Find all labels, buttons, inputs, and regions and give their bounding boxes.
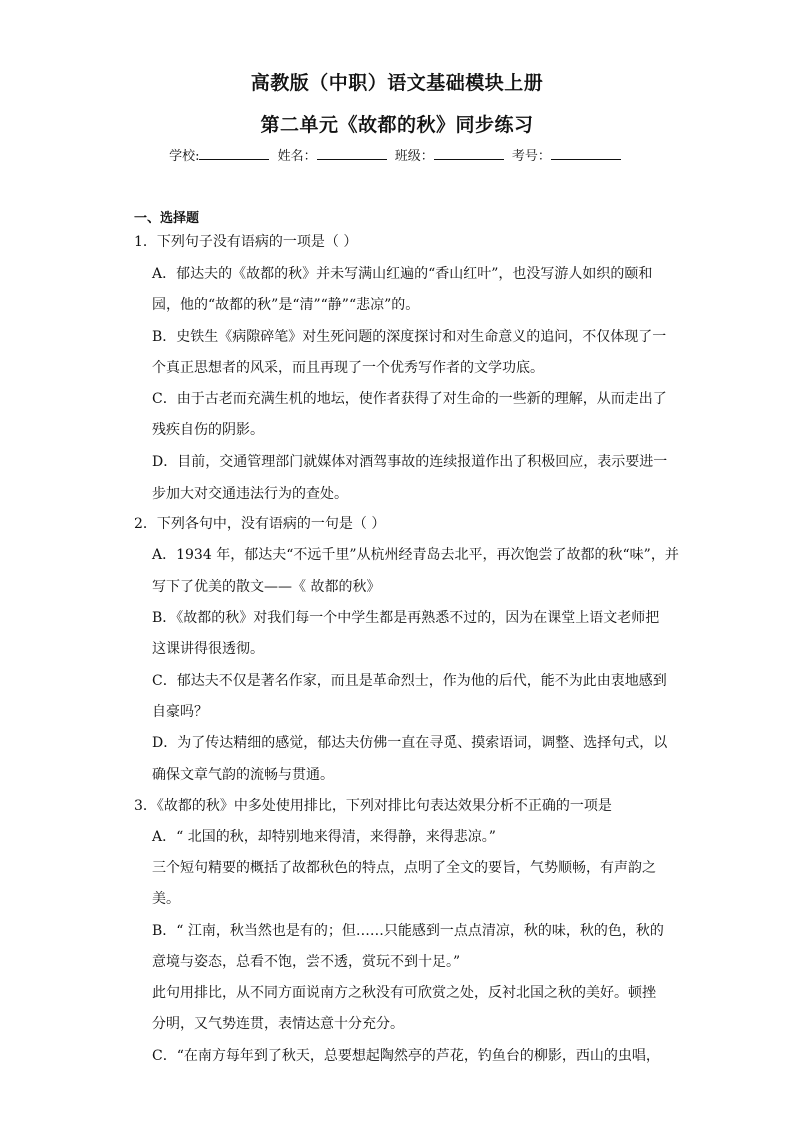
q1-option-b-line-1: B．史铁生《病隙碎笔》对生死问题的深度探讨和对生命意义的追问，不仅体现了一 [152,329,667,345]
q1-option-d-line-2: 步加大对交通违法行为的查处。 [152,486,348,502]
q3-option-b-line-1: B．“ 江南，秋当然也是有的；但……只能感到一点点清凉，秋的味，秋的色，秋的 [152,923,664,939]
q1-option-c-line-2: 残疾自伤的阴影。 [152,422,264,438]
class-label: 班级： [394,149,434,164]
q1-option-d-line-1: D．目前，交通管理部门就媒体对酒驾事故的连续报道作出了积极回应，表示要进一 [152,454,668,470]
q3-option-c-line-1: C．“在南方每年到了秋天，总要想起陶然亭的芦花，钓鱼台的柳影，西山的虫唱， [152,1048,660,1064]
school-blank[interactable] [199,147,269,160]
exam-number-label: 考号： [511,149,551,164]
q2-option-c-line-2: 自豪吗？ [152,704,208,720]
q3-option-a-line-1: A．“ 北国的秋，却特别地来得清，来得静，来得悲凉。” [152,829,496,845]
q3-analysis-b-line-1: 此句用排比，从不同方面说南方之秋没有可欣赏之处，反衬北国之秋的美好。顿挫 [152,985,656,1001]
q3-analysis-a-line-2: 美。 [152,891,180,907]
question-1-stem: 1．下列句子没有语病的一项是（ ） [134,234,358,250]
document-title: 高教版（中职）语文基础模块上册 [250,72,544,94]
student-info-row [0,145,794,164]
q1-option-a-line-2: 园，他的“故都的秋”是“清”“静”“悲凉”的。 [152,297,420,313]
school-label: 学校: [169,149,200,164]
q3-option-b-line-2: 意境与姿态，总看不饱，尝不透，赏玩不到十足。” [152,954,461,970]
q1-option-c-line-1: C．由于古老而充满生机的地坛，使作者获得了对生命的一些新的理解，从而走出了 [152,391,667,407]
name-blank[interactable] [317,147,387,160]
name-label: 姓名： [277,149,317,164]
q2-option-a-line-1: A．1934 年，郁达夫“不远千里”从杭州经青岛去北平，再次饱尝了故都的秋“味”，并 [152,547,679,563]
q1-option-b-line-2: 个真正思想者的风采，而且再现了一个优秀写作者的文学功底。 [152,360,544,376]
q2-option-b-line-1: B．《故都的秋》对我们每一个中学生都是再熟悉不过的，因为在课堂上语文老师把 [152,610,660,626]
question-2-stem: 2．下列各句中，没有语病的一句是（ ） [134,516,386,532]
q3-analysis-a-line-1: 三个短句精要的概括了故都秋色的特点，点明了全文的要旨，气势顺畅，有声韵之 [152,860,656,876]
document-subtitle: 第二单元《故都的秋》同步练习 [260,114,534,136]
q2-option-d-line-1: D．为了传达精细的感觉，郁达夫仿佛一直在寻觅、摸索语词，调整、选择句式，以 [152,735,668,751]
q3-analysis-b-line-2: 分明，又气势连贯，表情达意十分充分。 [152,1016,404,1032]
question-3-stem: 3．《故都的秋》中多处使用排比，下列对排比句表达效果分析不正确的一项是 [134,798,612,814]
q2-option-a-line-2: 写下了优美的散文——《 故都的秋》 [152,579,381,595]
class-blank[interactable] [434,147,504,160]
q1-option-a-line-1: A．郁达夫的《故都的秋》并未写满山红遍的“香山红叶”，也没写游人如织的颐和 [152,266,653,282]
q2-option-c-line-1: C．郁达夫不仅是著名作家，而且是革命烈士，作为他的后代，能不为此由衷地感到 [152,673,667,689]
q2-option-d-line-2: 确保文章气韵的流畅与贯通。 [152,767,334,783]
exam-number-blank[interactable] [551,147,621,160]
section-heading: 一、选择题 [134,211,200,226]
q2-option-b-line-2: 这课讲得很透彻。 [152,641,264,657]
